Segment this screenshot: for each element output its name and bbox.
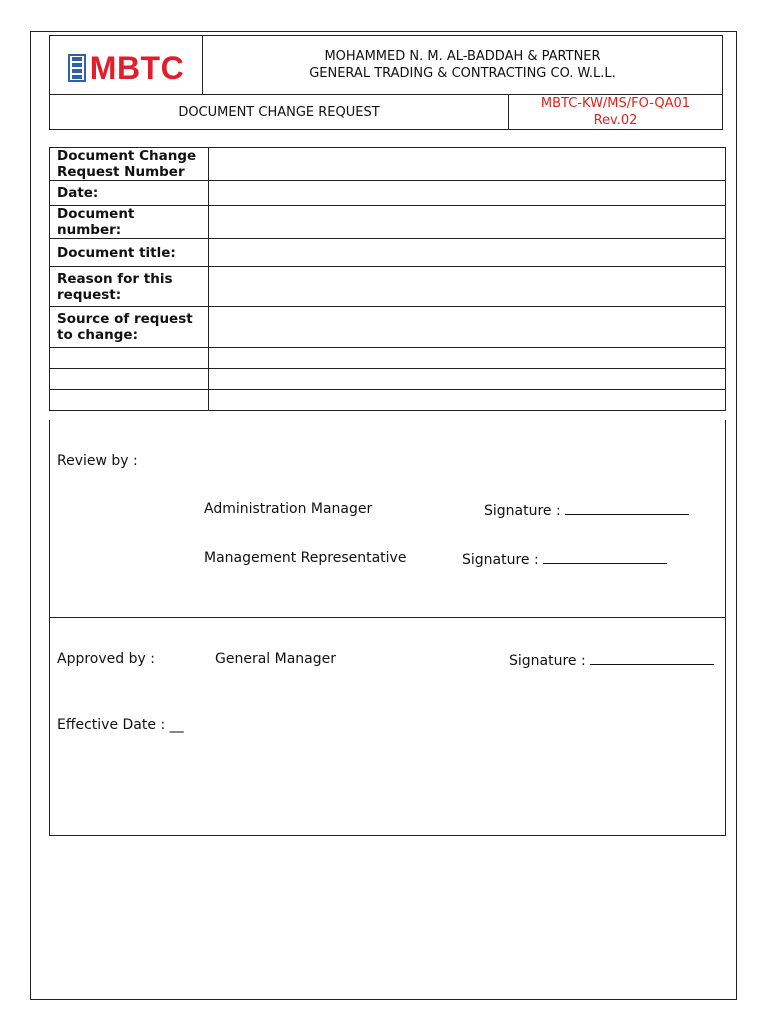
effective-date-value[interactable]: __ <box>169 717 184 733</box>
company-line-2: GENERAL TRADING & CONTRACTING CO. W.L.L. <box>309 66 616 81</box>
form-row <box>50 206 726 239</box>
field-value[interactable] <box>209 390 726 411</box>
reviewer-2-signature <box>462 550 667 568</box>
field-label: Reason for this request: <box>50 267 209 307</box>
field-value[interactable] <box>209 148 726 181</box>
field-value[interactable] <box>209 307 726 348</box>
form-row <box>50 148 726 181</box>
revision-number: Rev.02 <box>593 113 638 128</box>
logo-mark-icon <box>68 54 86 82</box>
reviewer-1-signature <box>484 501 689 519</box>
signature-line[interactable] <box>565 501 689 515</box>
form-row <box>50 390 726 411</box>
approver-role: General Manager <box>215 651 336 667</box>
form-row <box>50 181 726 206</box>
approver-signature <box>509 651 714 669</box>
review-heading: Review by : <box>57 453 138 469</box>
change-request-form <box>49 147 726 411</box>
company-name <box>203 36 723 95</box>
approval-section <box>49 617 726 836</box>
field-label <box>50 369 209 390</box>
field-label <box>50 348 209 369</box>
reviewer-2-role: Management Representative <box>204 550 407 566</box>
approval-heading: Approved by : <box>57 651 155 667</box>
field-label <box>50 390 209 411</box>
logo-cell <box>50 36 203 95</box>
field-label: Source of request to change: <box>50 307 209 348</box>
company-logo <box>68 52 184 84</box>
form-row <box>50 307 726 348</box>
logo-text: MBTC <box>89 50 185 86</box>
signature-label: Signature : <box>484 503 561 519</box>
field-value[interactable] <box>209 267 726 307</box>
field-value[interactable] <box>209 369 726 390</box>
form-row <box>50 348 726 369</box>
field-value[interactable] <box>209 181 726 206</box>
field-label: Document Change Request Number <box>50 148 209 181</box>
effective-date-label: Effective Date : <box>57 717 166 733</box>
field-label: Date: <box>50 181 209 206</box>
field-label: Document title: <box>50 239 209 267</box>
signature-label: Signature : <box>462 552 539 568</box>
document-header <box>49 35 723 130</box>
form-row <box>50 369 726 390</box>
document-type-title: DOCUMENT CHANGE REQUEST <box>50 95 509 130</box>
review-section <box>49 420 726 618</box>
company-line-1: MOHAMMED N. M. AL-BADDAH & PARTNER <box>324 49 601 64</box>
form-code-cell <box>509 95 723 130</box>
form-row <box>50 267 726 307</box>
effective-date <box>57 717 184 733</box>
form-row <box>50 239 726 267</box>
field-label: Document number: <box>50 206 209 239</box>
signature-label: Signature : <box>509 653 586 669</box>
field-value[interactable] <box>209 239 726 267</box>
signature-line[interactable] <box>543 550 667 564</box>
reviewer-1-role: Administration Manager <box>204 501 373 517</box>
field-value[interactable] <box>209 348 726 369</box>
signature-line[interactable] <box>590 651 714 665</box>
field-value[interactable] <box>209 206 726 239</box>
form-code: MBTC-KW/MS/FO-QA01 <box>540 96 691 111</box>
